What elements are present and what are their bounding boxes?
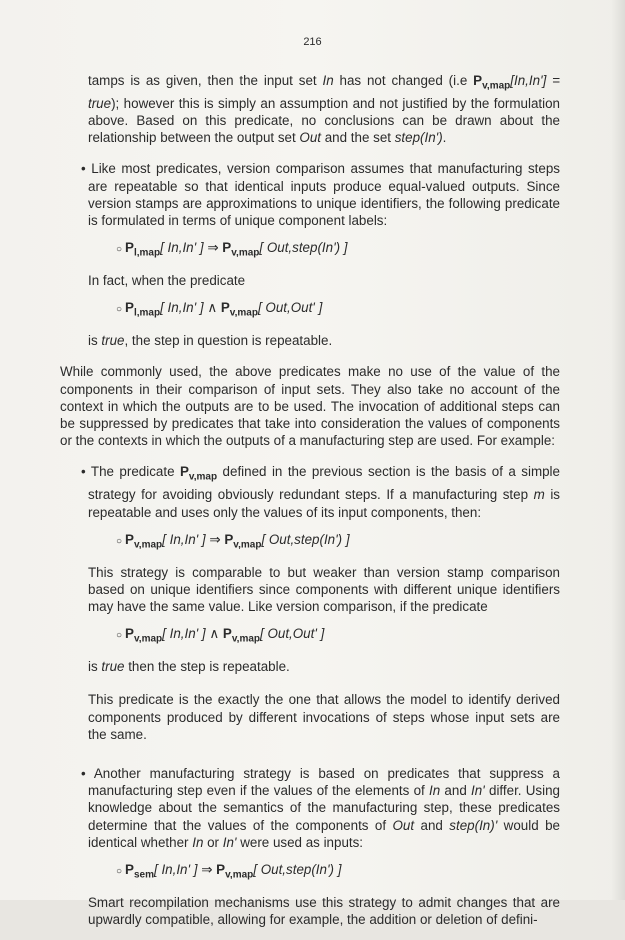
bullet-semantic-strategy: • Another manufacturing strategy is based on predicates that suppress a manufacturing step even if the values of the elements of In and In' differ. Using knowledge about the semantics of the manufacturing step, these predicates determine that the values of the components of Out and step(In)' would be identical whether In or In' were used as inputs: [81,765,560,850]
circle-bullet-icon: ○ [116,630,123,642]
circle-bullet-icon: ○ [116,304,123,316]
bullet-value-predicate: • The predicate $P_{v,map}$ defined in the previous section is the basis of a simple strategy for avoiding obviously redundant steps. If a manufacturing step m is repeatable and uses only the values of its input components, then: [81,464,560,520]
formula-value-map-and: ○ $P_{v,map}$[ In,In' ] ∧ $P_{v,map}$[ Out,Out' ] [116,626,325,645]
bullet-version-comparison: • Like most predicates, version comparison assumes that manufacturing steps are repeatable so that identical inputs produce equal-valued outputs. Since version stamps are approximations to unique identifiers, the following predicate is formulated in terms of unique component labels: [81,161,560,229]
page-number: 216 [303,36,322,48]
page-body [60,72,560,940]
formula-label-map-and: ○ $P_{l,map}$[ In,In' ] ∧ $P_{v,map}$[ Out,Out' ] [116,300,323,320]
paragraph-predicates: While commonly used, the above predicates make no use of the value of the components in their comparison of input sets. They also take no account of the context in which the outputs are to be used. The invocation of additional steps can be suppressed by predicates that take into consideration the values of components or the contexts in which the outputs of a manufacturing step are used. For example: [60,364,560,449]
page-edge-shadow [611,0,625,900]
repeatable-note-2: is true then the step is repeatable. [88,659,290,675]
repeatable-note: is true, the step in question is repeatable. [88,333,333,349]
circle-bullet-icon: ○ [116,865,123,877]
paragraph-continuation: tamps is as given, then the input set In has not changed (i.e $P_{v,map}[In,In']$ = true); however this is simply an assumption and not justified by the formulation above. Based on this predicate, no conclusions can be drawn about the relationship between the output set Out and the set step(In'). [88,73,560,146]
predicate-identity-note: This predicate is the exactly the one that allows the model to identify derived components produced by different invocations of steps whose input sets are the same. [88,692,560,742]
smart-recompilation: Smart recompilation mechanisms use this strategy to admit changes that are upwardly compatible, allowing for example, the addition or deletion of defini- [88,894,560,928]
strategy-comparison: This strategy is comparable to but weaker than version stamp comparison based on unique identifiers since components with different unique identifiers may have the same value. Like version comparison, if the predicate [88,564,560,615]
circle-bullet-icon: ○ [116,535,123,547]
circle-bullet-icon: ○ [116,244,123,256]
formula-semantic-implies: ○ $P_{sem}$[ In,In' ] ⇒ $P_{v,map}$[ Out,step(In') ] [116,861,342,881]
formula-value-map-implies: ○ $P_{v,map}$[ In,In' ] ⇒ $P_{v,map}$[ Out,step(In') ] [116,531,350,551]
predicate-lead: In fact, when the predicate [88,273,246,289]
formula-label-map-implies: ○ $P_{l,map}$[ In,In' ] ⇒ $P_{v,map}$[ Out,step(In') ] [116,240,348,259]
